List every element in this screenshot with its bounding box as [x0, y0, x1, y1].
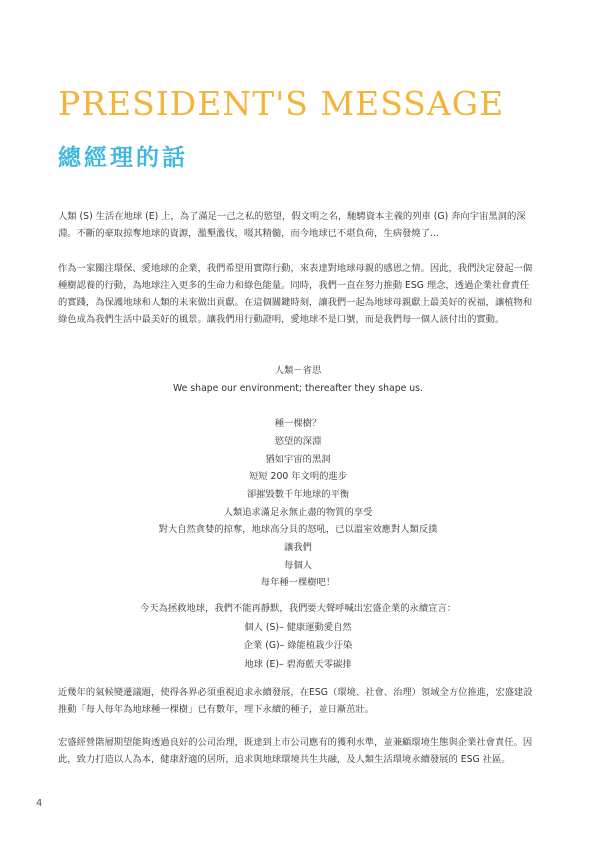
- governance-paragraph: 宏盛經營階層期望能夠透過良好的公司治理，既達到上市公司應有的獲利水準，並兼顧環境生態與企業社會責任。因此，致力打造以人為本，健康舒適的居所，追求與地球環境共生共融，及人類生活環境永續發展的 ESG 社區。: [58, 737, 533, 765]
- poem-line: 卻摧毀數千年地球的平衡: [246, 488, 350, 500]
- page-number: 4: [36, 798, 43, 809]
- poem-title: 人類－省思: [274, 365, 322, 376]
- poem-quote: We shape our environment; thereafter they shape us.: [173, 382, 423, 394]
- poem-spacer: [58, 397, 538, 415]
- poem-line: 慾望的深淵: [274, 435, 322, 447]
- pledge-item-earth: 地球 (E)– 碧海藍天零碳排: [244, 658, 352, 670]
- poem-line: 短短 200 年文明的進步: [248, 471, 348, 483]
- poem-line: 猶如宇宙的黑洞: [265, 453, 331, 465]
- poem-line: 讓我們: [284, 542, 312, 554]
- pledge-item-individual: 個人 (S)– 健康運動愛自然: [244, 621, 352, 633]
- climate-paragraph: 近幾年的氣候變遷議題，使得各界必須重視追求永續發展，在ESG（環境、社會、治理）領域全方位推進，宏盛建設推動「每人每年為地球種一棵樹」已有數年，埋下永續的種子，並日漸茁壯。: [58, 687, 533, 715]
- poem-line: 每個人: [284, 559, 312, 571]
- commitment-paragraph: 作為一家關注環保、愛地球的企業，我們希望用實際行動，來表達對地球母親的感恩之情。因此，我們決定發起一個種樹認養的行動，為地球注入更多的生命力和綠色能量。同時，我們一直在努力推動 ESG 理念，透過企業社會責任的實踐，為保護地球和人類的未來做出貢獻。在這個關鍵時刻，讓我們一起為地球母親獻上最美好的祝福，讓植物和綠色成為我們生活中最美好的風景。讓我們用行動證明，愛地球不是口號，而是我們每一個人該付出的實動。: [58, 263, 533, 325]
- pledge-item-enterprise: 企業 (G)– 綠能植栽少汙染: [243, 640, 353, 651]
- pledge-intro: 今天為拯救地球，我們不能再靜默，我們要大聲呼喊出宏盛企業的永續宣言：: [139, 603, 457, 614]
- poem-line: 對大自然貪婪的掠奪，地球高分貝的怒吼，已以溫室效應對人類反撲: [158, 524, 438, 536]
- page-title-chinese: 總經理的話: [58, 145, 188, 171]
- poem-line: 種一棵樹？: [274, 418, 322, 430]
- poem-block: [58, 362, 538, 592]
- poem-line: 人類追求滿足永無止盡的物質的享受: [223, 506, 373, 518]
- page-title-english: PRESIDENT'S MESSAGE: [58, 84, 505, 123]
- poem-line: 每年種一棵樹吧！: [260, 577, 336, 589]
- intro-paragraph: 人類 (S) 生活在地球 (E) 上，為了滿足一己之私的慾望，假文明之名，馳騁資本主義的列車 (G) 奔向宇宙黑洞的深淵。不斷的豪取掠奪地球的資源，濫墾濫伐，啜其精髓，而今地球已不堪負荷，生病發燒了...: [58, 211, 526, 239]
- sustainability-pledge: [58, 600, 538, 674]
